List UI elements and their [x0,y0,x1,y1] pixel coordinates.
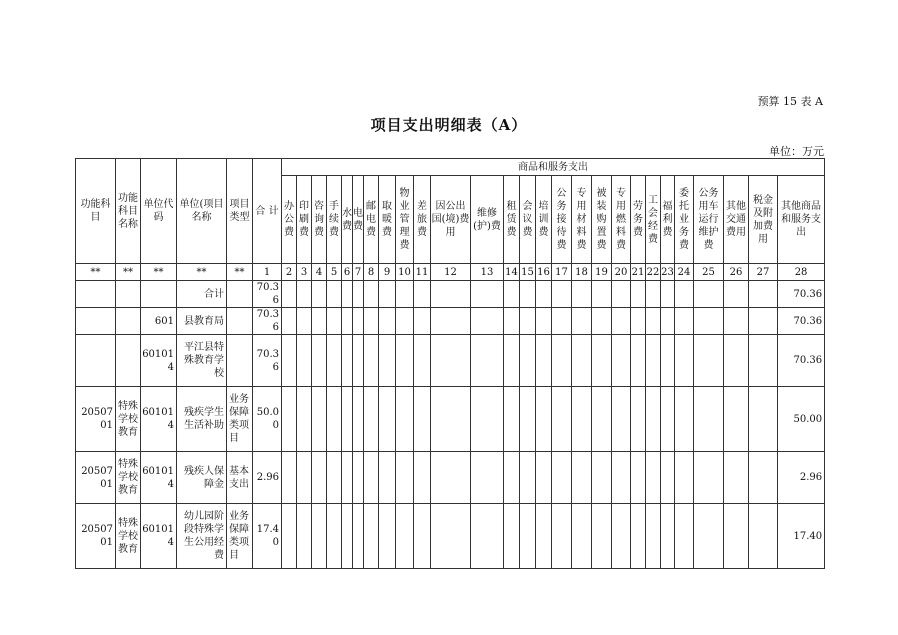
index-cell: ** [141,264,177,281]
empty-cell [342,452,353,504]
empty-cell [396,308,414,335]
empty-cell [282,387,297,452]
empty-cell [552,387,572,452]
unit-code-cell: 601014 [141,387,177,452]
index-cell: 28 [778,264,825,281]
header-col-4: 咨询费 [312,176,327,264]
empty-cell [749,452,778,504]
empty-cell [327,281,342,308]
index-cell: ** [177,264,227,281]
empty-cell [749,504,778,569]
empty-cell [631,308,646,335]
empty-cell [646,281,661,308]
header-col-27: 税金及附加费用 [749,176,778,264]
empty-cell [724,452,749,504]
empty-cell [520,387,536,452]
func-name-cell [116,281,141,308]
func-name-cell [116,335,141,387]
func-code-cell: 2050701 [76,504,116,569]
unit-label: 单位：万元 [769,145,824,158]
empty-cell [572,308,592,335]
empty-cell [612,308,631,335]
header-col-14: 租赁费 [504,176,520,264]
unit-code-cell: 601014 [141,504,177,569]
empty-cell [282,335,297,387]
index-cell: 8 [364,264,379,281]
header-col-6: 水费 [342,176,353,264]
index-cell: ** [116,264,141,281]
empty-cell [342,335,353,387]
index-cell: 26 [724,264,749,281]
empty-cell [471,308,504,335]
empty-cell [353,335,364,387]
empty-cell [646,504,661,569]
unit-name-cell: 县教育局 [177,308,227,335]
header-col-20: 专用燃料费 [612,176,631,264]
empty-cell [520,308,536,335]
empty-cell [694,281,724,308]
total-cell: 70.36 [253,281,282,308]
empty-cell [552,504,572,569]
header-func-code: 功能科目 [76,159,116,264]
func-code-cell [76,281,116,308]
empty-cell [414,452,431,504]
empty-cell [612,452,631,504]
func-name-cell: 特殊学校教育 [116,504,141,569]
empty-cell [675,504,694,569]
empty-cell [694,387,724,452]
empty-cell [631,452,646,504]
empty-cell [504,452,520,504]
header-func-name: 功能科目名称 [116,159,141,264]
empty-cell [327,504,342,569]
empty-cell [724,387,749,452]
empty-cell [694,504,724,569]
other-goods-services-cell: 70.36 [778,335,825,387]
unit-name-cell: 残疾学生生活补助 [177,387,227,452]
empty-cell [414,281,431,308]
table-row [76,281,825,308]
header-col-11: 差旅费 [414,176,431,264]
header-col-3: 印刷费 [297,176,312,264]
empty-cell [724,335,749,387]
index-cell: 11 [414,264,431,281]
header-project-type: 项目类型 [227,159,253,264]
empty-cell [631,335,646,387]
unit-code-cell: 601014 [141,452,177,504]
empty-cell [379,452,396,504]
empty-cell [661,387,675,452]
empty-cell [282,452,297,504]
empty-cell [724,308,749,335]
index-cell: 21 [631,264,646,281]
empty-cell [504,281,520,308]
empty-cell [353,281,364,308]
column-index-row [76,264,825,281]
header-unit-code: 单位代码 [141,159,177,264]
header-col-21: 劳务费 [631,176,646,264]
empty-cell [379,308,396,335]
empty-cell [536,281,552,308]
empty-cell [612,504,631,569]
func-name-cell: 特殊学校教育 [116,387,141,452]
index-cell: 4 [312,264,327,281]
empty-cell [520,281,536,308]
empty-cell [431,504,471,569]
index-cell: 25 [694,264,724,281]
empty-cell [536,504,552,569]
empty-cell [431,387,471,452]
index-cell: 5 [327,264,342,281]
empty-cell [694,452,724,504]
index-cell: 18 [572,264,592,281]
empty-cell [431,335,471,387]
empty-cell [342,281,353,308]
empty-cell [572,452,592,504]
empty-cell [297,281,312,308]
empty-cell [431,281,471,308]
empty-cell [552,308,572,335]
empty-cell [353,504,364,569]
empty-cell [297,308,312,335]
header-col-10: 物业管理费 [396,176,414,264]
empty-cell [694,308,724,335]
unit-code-cell: 601014 [141,335,177,387]
unit-name-cell: 残疾人保障金 [177,452,227,504]
empty-cell [471,387,504,452]
empty-cell [612,335,631,387]
empty-cell [364,335,379,387]
empty-cell [431,308,471,335]
empty-cell [520,504,536,569]
header-col-28: 其他商品和服务支出 [778,176,825,264]
empty-cell [312,452,327,504]
project-type-cell [227,281,253,308]
empty-cell [536,452,552,504]
header-col-19: 被装购置费 [592,176,612,264]
total-cell: 2.96 [253,452,282,504]
empty-cell [364,281,379,308]
empty-cell [661,452,675,504]
project-type-cell: 业务保障类项目 [227,504,253,569]
index-cell: 1 [253,264,282,281]
empty-cell [364,504,379,569]
project-type-cell [227,335,253,387]
empty-cell [572,387,592,452]
index-cell: 12 [431,264,471,281]
empty-cell [396,387,414,452]
empty-cell [297,335,312,387]
header-unit-name: 单位(项目名称 [177,159,227,264]
index-cell: 20 [612,264,631,281]
header-col-16: 培训费 [536,176,552,264]
table-row [76,504,825,569]
empty-cell [379,504,396,569]
table-row [76,387,825,452]
header-col-12: 因公出国(境)费用 [431,176,471,264]
header-col-23: 福利费 [661,176,675,264]
empty-cell [353,387,364,452]
index-cell: 22 [646,264,661,281]
header-col-8: 邮电费 [364,176,379,264]
index-cell: 13 [471,264,504,281]
empty-cell [342,387,353,452]
expenditure-table [75,158,825,569]
table-row [76,335,825,387]
total-cell: 70.36 [253,308,282,335]
index-cell: 19 [592,264,612,281]
empty-cell [631,504,646,569]
empty-cell [724,281,749,308]
project-type-cell: 基本支出 [227,452,253,504]
empty-cell [592,281,612,308]
empty-cell [749,308,778,335]
unit-code-cell [141,281,177,308]
empty-cell [312,281,327,308]
empty-cell [396,452,414,504]
header-col-15: 会议费 [520,176,536,264]
unit-name-cell: 幼儿园阶段特殊学生公用经费 [177,504,227,569]
empty-cell [631,281,646,308]
empty-cell [536,387,552,452]
empty-cell [327,335,342,387]
empty-cell [694,335,724,387]
func-code-cell: 2050701 [76,452,116,504]
empty-cell [520,335,536,387]
index-cell: 27 [749,264,778,281]
header-col-5: 手续费 [327,176,342,264]
func-code-cell: 2050701 [76,387,116,452]
empty-cell [414,335,431,387]
header-total: 合 计 [253,159,282,264]
empty-cell [552,281,572,308]
empty-cell [661,335,675,387]
index-cell: 9 [379,264,396,281]
header-col-18: 专用材料费 [572,176,592,264]
empty-cell [661,504,675,569]
empty-cell [612,387,631,452]
total-cell: 50.00 [253,387,282,452]
header-col-7: 电费 [353,176,364,264]
unit-code-cell: 601 [141,308,177,335]
func-code-cell [76,335,116,387]
empty-cell [536,308,552,335]
empty-cell [396,281,414,308]
func-name-cell [116,308,141,335]
empty-cell [471,504,504,569]
empty-cell [631,387,646,452]
empty-cell [646,308,661,335]
other-goods-services-cell: 2.96 [778,452,825,504]
page-title: 项目支出明细表（A） [370,116,528,134]
empty-cell [364,308,379,335]
index-cell: 2 [282,264,297,281]
project-type-cell: 业务保障类项目 [227,387,253,452]
data-rows [76,281,825,569]
header-col-17: 公务接待费 [552,176,572,264]
empty-cell [414,387,431,452]
table-row [76,452,825,504]
index-cell: 10 [396,264,414,281]
index-cell: 3 [297,264,312,281]
empty-cell [353,308,364,335]
document-number: 预算 15 表 A [757,95,823,108]
table-row [76,308,825,335]
empty-cell [431,452,471,504]
empty-cell [592,335,612,387]
index-cell: ** [76,264,116,281]
project-type-cell [227,308,253,335]
empty-cell [353,452,364,504]
empty-cell [592,452,612,504]
empty-cell [504,308,520,335]
empty-cell [592,387,612,452]
index-cell: 23 [661,264,675,281]
empty-cell [675,335,694,387]
empty-cell [364,452,379,504]
empty-cell [504,335,520,387]
index-cell: 14 [504,264,520,281]
index-cell: 24 [675,264,694,281]
empty-cell [414,308,431,335]
empty-cell [749,387,778,452]
empty-cell [297,452,312,504]
empty-cell [379,281,396,308]
header-col-24: 委托业务费 [675,176,694,264]
empty-cell [312,387,327,452]
empty-cell [572,504,592,569]
index-cell: 7 [353,264,364,281]
empty-cell [646,335,661,387]
empty-cell [724,504,749,569]
empty-cell [661,281,675,308]
empty-cell [327,308,342,335]
empty-cell [342,308,353,335]
empty-cell [749,335,778,387]
unit-name-cell: 合计 [177,281,227,308]
empty-cell [282,308,297,335]
header-col-26: 其他交通费用 [724,176,749,264]
empty-cell [504,504,520,569]
unit-name-cell: 平江县特殊教育学校 [177,335,227,387]
empty-cell [552,452,572,504]
header-col-22: 工会经费 [646,176,661,264]
empty-cell [312,308,327,335]
empty-cell [504,387,520,452]
empty-cell [327,452,342,504]
empty-cell [536,335,552,387]
index-cell: 17 [552,264,572,281]
empty-cell [592,504,612,569]
empty-cell [749,281,778,308]
empty-cell [675,452,694,504]
empty-cell [646,452,661,504]
header-goods-services: 商品和服务支出 [282,159,825,176]
empty-cell [675,387,694,452]
empty-cell [471,335,504,387]
empty-cell [552,335,572,387]
empty-cell [282,504,297,569]
empty-cell [342,504,353,569]
index-cell: ** [227,264,253,281]
empty-cell [327,387,342,452]
empty-cell [379,387,396,452]
header-col-2: 办公费 [282,176,297,264]
empty-cell [396,335,414,387]
index-cell: 6 [342,264,353,281]
header-col-13: 维修(护)费 [471,176,504,264]
empty-cell [396,504,414,569]
empty-cell [675,308,694,335]
empty-cell [572,335,592,387]
empty-cell [297,504,312,569]
index-cell: 16 [536,264,552,281]
other-goods-services-cell: 70.36 [778,281,825,308]
other-goods-services-cell: 17.40 [778,504,825,569]
empty-cell [612,281,631,308]
empty-cell [646,387,661,452]
empty-cell [675,281,694,308]
empty-cell [661,308,675,335]
index-cell: 15 [520,264,536,281]
empty-cell [379,335,396,387]
empty-cell [414,504,431,569]
total-cell: 17.40 [253,504,282,569]
func-code-cell [76,308,116,335]
header-col-9: 取暖费 [379,176,396,264]
empty-cell [471,452,504,504]
empty-cell [572,281,592,308]
empty-cell [592,308,612,335]
header-col-25: 公务用车运行维护费 [694,176,724,264]
empty-cell [471,281,504,308]
empty-cell [312,504,327,569]
empty-cell [282,281,297,308]
empty-cell [364,387,379,452]
func-name-cell: 特殊学校教育 [116,452,141,504]
empty-cell [520,452,536,504]
empty-cell [312,335,327,387]
other-goods-services-cell: 50.00 [778,387,825,452]
other-goods-services-cell: 70.36 [778,308,825,335]
total-cell: 70.36 [253,335,282,387]
empty-cell [297,387,312,452]
